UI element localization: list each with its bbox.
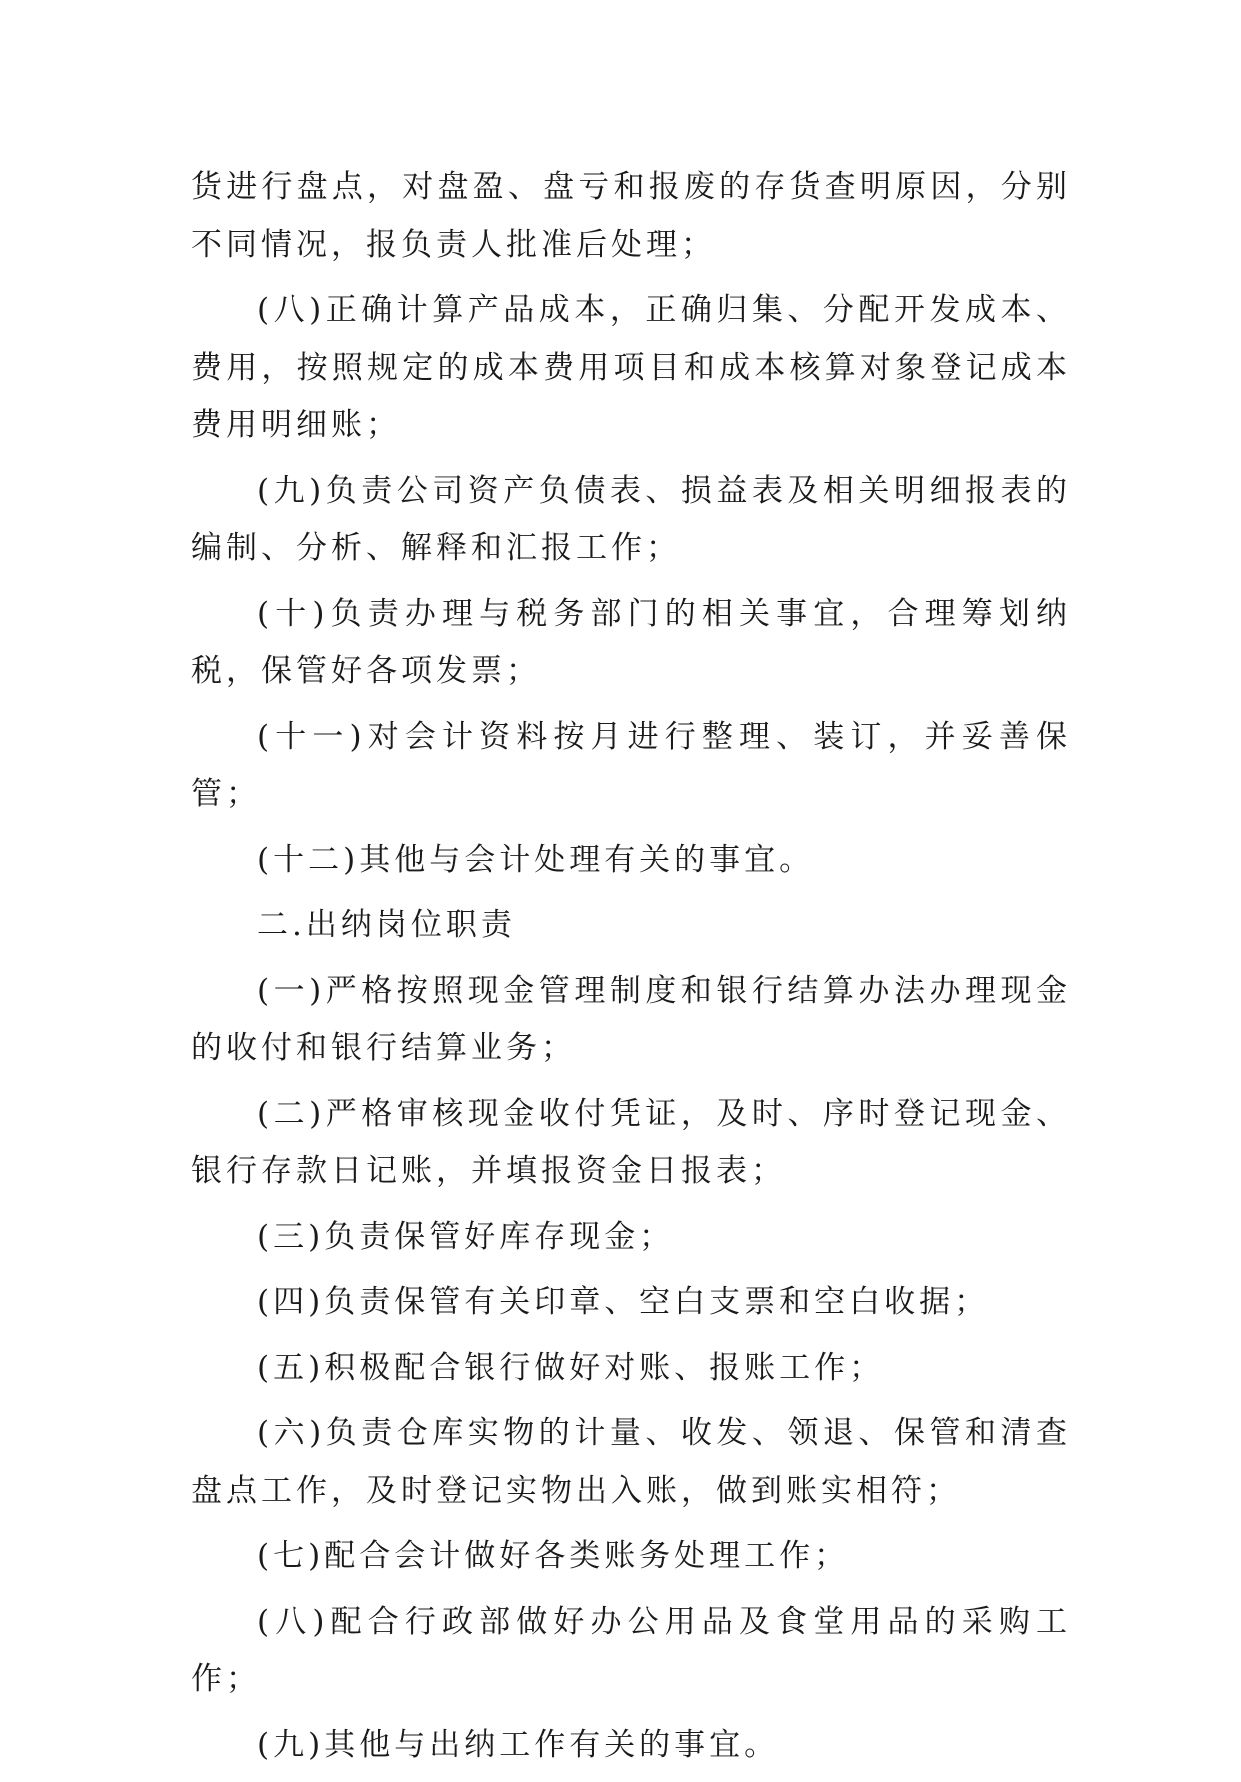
paragraph-accounting-10: (十)负责办理与税务部门的相关事宜，合理筹划纳税，保管好各项发票； (191, 595, 1071, 689)
paragraph-cashier-1: (一)严格按照现金管理制度和银行结算办法办理现金的收付和银行结算业务； (191, 972, 1071, 1066)
paragraph-accounting-11: (十一)对会计资料按月进行整理、装订，并妥善保管； (191, 718, 1071, 812)
section-heading-cashier: 二.出纳岗位职责 (257, 907, 516, 943)
paragraph-cashier-4: (四)负责保管有关印章、空白支票和空白收据； (257, 1284, 990, 1320)
document-body (191, 159, 1071, 1782)
paragraph-cashier-3: (三)负责保管好库存现金； (257, 1218, 675, 1255)
paragraph-cashier-6: (六)负责仓库实物的计量、收发、领退、保管和清查盘点工作，及时登记实物出入账，做到账实相符； (191, 1415, 1071, 1509)
paragraph-accounting-12: (十二)其他与会计处理有关的事宜。 (257, 841, 815, 878)
paragraph-cashier-7: (七)配合会计做好各类账务处理工作； (257, 1538, 850, 1574)
paragraph-inventory-count: 货进行盘点，对盘盈、盘亏和报废的存货查明原因，分别不同情况，报负责人批准后处理； (191, 169, 1071, 263)
paragraph-cashier-8: (八)配合行政部做好办公用品及食堂用品的采购工作； (191, 1603, 1071, 1697)
paragraph-cashier-5: (五)积极配合银行做好对账、报账工作； (257, 1349, 885, 1386)
paragraph-cashier-2: (二)严格审核现金收付凭证，及时、序时登记现金、银行存款日记账，并填报资金日报表； (191, 1095, 1071, 1189)
paragraph-accounting-8: (八)正确计算产品成本，正确归集、分配开发成本、费用，按照规定的成本费用项目和成本核算对象登记成本费用明细账； (191, 292, 1071, 443)
paragraph-cashier-9: (九)其他与出纳工作有关的事宜。 (257, 1726, 780, 1763)
paragraph-accounting-9: (九)负责公司资产负债表、损益表及相关明细报表的编制、分析、解释和汇报工作； (191, 472, 1071, 566)
